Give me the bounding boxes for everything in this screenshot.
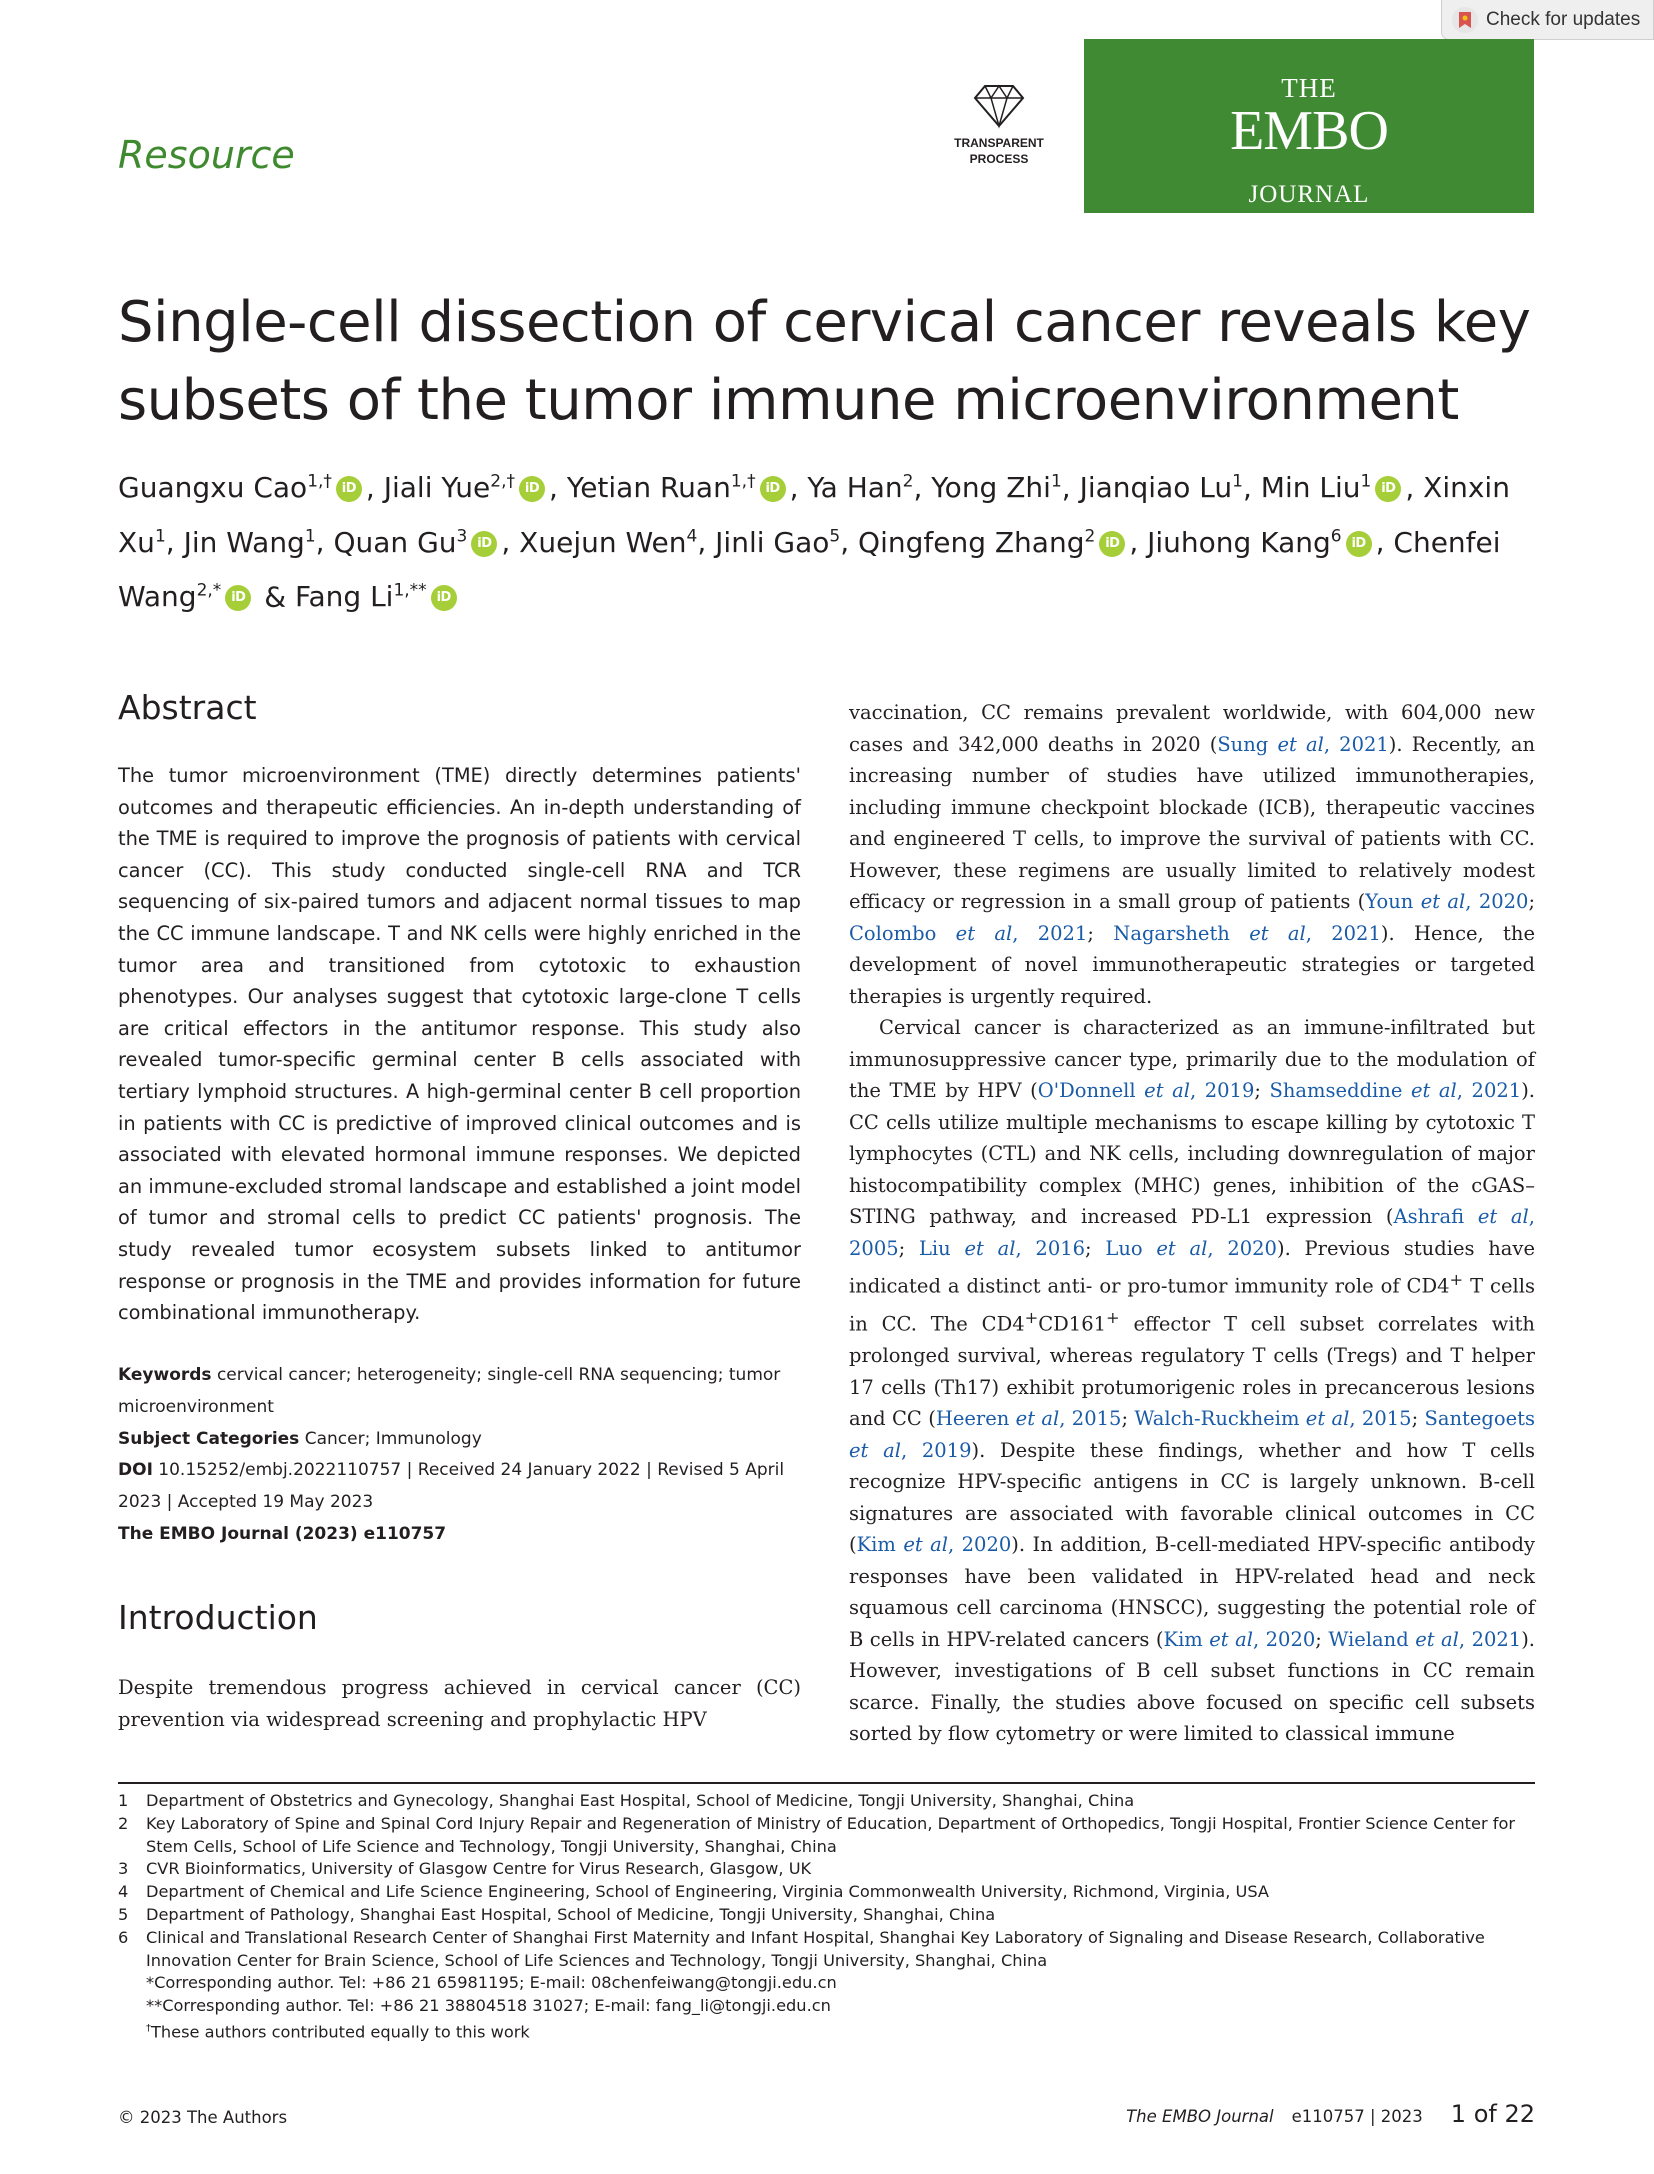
text-run: T cells in CC. The CD4 — [849, 1274, 1535, 1336]
citation-link[interactable]: , 2019 — [900, 1438, 972, 1462]
author — [519, 526, 697, 559]
author-affiliation: 1 — [1232, 472, 1243, 492]
citation-link[interactable]: , 2020 — [948, 1533, 1012, 1556]
text-run: ; — [1085, 1236, 1106, 1260]
citation-link[interactable]: et al — [1209, 1627, 1253, 1651]
dagger-mark: † — [146, 2022, 151, 2034]
text-run: ; — [1121, 1407, 1135, 1430]
logo-line-3: JOURNAL — [1248, 181, 1370, 208]
orcid-icon[interactable]: iD — [336, 476, 362, 502]
author — [384, 471, 549, 504]
subjects-label: Subject Categories — [118, 1428, 300, 1449]
text-run: ). In addition, B-cell-mediated HPV-specific antibody responses have been validated in HPV-related head and neck squamous cell carcinoma (HNSCC), suggesting the potential role of B cells in HPV-related cancers ( — [849, 1533, 1535, 1651]
citation-link[interactable]: , 2020 — [1252, 1627, 1316, 1651]
citation-link[interactable]: et al — [1277, 732, 1324, 756]
author-affiliation: 1 — [304, 526, 316, 547]
logo-rule — [1234, 215, 1384, 217]
transparent-process-badge[interactable] — [944, 82, 1054, 167]
citation-link[interactable]: et al — [1305, 1407, 1350, 1430]
doi-row — [118, 1455, 801, 1519]
orcid-icon[interactable]: iD — [471, 531, 497, 557]
author-name: Chenfei Wang — [118, 525, 1501, 613]
text-run: ; — [898, 1236, 919, 1260]
citation-link[interactable]: Wieland — [1328, 1627, 1416, 1651]
citation-link[interactable]: , 2020 — [1465, 890, 1529, 913]
citation-link[interactable]: et al — [1477, 1205, 1529, 1228]
author-name: Xinxin Xu — [118, 471, 1510, 559]
doi-value[interactable]: 10.15252/embj.2022110757 | Received 24 January 2022 | Revised 5 April 2023 | Accepted 19 May 2023 — [118, 1460, 785, 1513]
citation-link[interactable]: , 2019 — [1189, 1079, 1255, 1102]
citation-link[interactable]: et al — [1249, 921, 1306, 945]
citation-link[interactable]: Liu — [918, 1236, 965, 1260]
section-label: Resource — [118, 133, 295, 177]
citation-link[interactable]: Kim — [1163, 1627, 1210, 1651]
author-affiliation: 1,** — [393, 580, 427, 601]
author-name: Ya Han — [807, 471, 903, 505]
introduction-text: Despite tremendous progress achieved in cervical cancer (CC) prevention via widespread screening and prophylactic HPV — [118, 1676, 801, 1731]
author-affiliation: 1 — [1050, 472, 1062, 492]
affiliation-text: Department of Chemical and Life Science Engineering, School of Engineering, Virginia Commonwealth University, Richmond, Virginia, USA — [146, 1882, 1270, 1902]
footnote-divider — [118, 1782, 1535, 1784]
author — [858, 526, 1129, 559]
orcid-icon[interactable]: iD — [1099, 531, 1125, 557]
affiliation-item — [118, 1881, 1535, 1904]
affiliation-number: 3 — [118, 1859, 129, 1879]
citation-link[interactable]: , 2020 — [1207, 1236, 1277, 1260]
page-footer — [1126, 2100, 1535, 2128]
citation-link[interactable]: et al — [1410, 1079, 1457, 1102]
author — [1261, 471, 1406, 504]
citation-link[interactable]: , 2016 — [1015, 1236, 1086, 1260]
affiliation-item — [118, 1927, 1535, 1973]
orcid-icon[interactable]: iD — [225, 585, 251, 611]
article-meta — [118, 1360, 801, 1551]
citation-link[interactable]: Colombo — [849, 921, 956, 945]
keywords-label: Keywords — [118, 1365, 212, 1385]
text-run: ; — [1254, 1079, 1270, 1102]
citation-link[interactable]: et al — [903, 1533, 949, 1556]
author — [1080, 471, 1243, 504]
orcid-icon[interactable]: iD — [1346, 531, 1372, 557]
equal-contribution-note — [118, 2018, 1535, 2044]
citation-link[interactable]: Sung — [1217, 732, 1278, 756]
journal-logo[interactable] — [1084, 39, 1534, 213]
corresponding-author-1[interactable]: *Corresponding author. Tel: +86 21 65981195; E-mail: 08chenfeiwang@tongji.edu.cn — [146, 1973, 837, 1993]
footer-journal: The EMBO Journal — [1126, 2107, 1274, 2126]
affiliation-item — [118, 1790, 1535, 1813]
author-name: Quan Gu — [333, 525, 457, 559]
author-name: Yong Zhi — [931, 471, 1051, 505]
orcid-icon[interactable]: iD — [760, 476, 786, 502]
citation-link[interactable]: et al — [955, 921, 1013, 945]
text-run: ; — [1315, 1627, 1329, 1651]
author-affiliation: 4 — [686, 526, 698, 547]
author-name: Fang Li — [294, 579, 394, 613]
text-run: ; — [1411, 1407, 1425, 1430]
affiliation-list — [118, 1790, 1535, 1972]
citation-link[interactable]: et al — [1144, 1079, 1190, 1102]
text-run: effector T cell subset correlates with prolonged survival, whereas regulatory T cells (Tregs) and T helper 17 cells (Th17) exhibit protumorigenic roles in precancerous lesions and CC ( — [849, 1312, 1535, 1430]
author — [184, 526, 316, 559]
citation-link[interactable]: et al — [964, 1236, 1016, 1260]
text-run: ). However, investigations of B cell subset functions in CC remain scarce. Finally, the studies above focused on specific cell subsets sorted by flow cytometry or were limited to classical immune — [849, 1627, 1536, 1745]
copyright: © 2023 The Authors — [118, 2108, 288, 2127]
introduction-heading: Introduction — [118, 1598, 318, 1637]
author-affiliation: 1,† — [730, 472, 756, 492]
logo-line-1: THE — [1281, 73, 1337, 103]
keywords-row — [118, 1360, 801, 1424]
citation-link[interactable]: et al — [1415, 1627, 1459, 1651]
paragraph-2 — [849, 1012, 1535, 1750]
affiliation-number: 2 — [118, 1813, 129, 1833]
text-run: CD161 — [1038, 1312, 1107, 1336]
author — [295, 580, 461, 613]
author-affiliation: 2 — [1084, 526, 1096, 547]
affiliation-number: 4 — [118, 1882, 129, 1902]
affiliation-item — [118, 1858, 1535, 1881]
corresponding-author-2[interactable]: **Corresponding author. Tel: +86 21 38804518 31027; E-mail: fang_li@tongji.edu.cn — [146, 1996, 831, 2016]
citation-link[interactable]: Santegoets — [1424, 1407, 1536, 1430]
citation-link[interactable]: Youn — [1365, 890, 1421, 913]
badge-line-2: PROCESS — [969, 152, 1029, 166]
citation-link[interactable]: O'Donnell — [1037, 1079, 1145, 1102]
citation-link[interactable]: , 2015 — [1059, 1407, 1122, 1430]
text-run: + — [1106, 1308, 1120, 1327]
equal-contribution-text: These authors contributed equally to this work — [151, 2022, 530, 2042]
badge-line-1: TRANSPARENT — [954, 136, 1044, 150]
text-run: ). Previous studies have indicated a distinct anti- or pro-tumor immunity role of CD4 — [849, 1236, 1535, 1298]
abstract-heading: Abstract — [118, 688, 257, 727]
author-affiliation: 5 — [829, 526, 841, 547]
author-affiliation: 1 — [154, 526, 166, 547]
affiliation-text: Department of Pathology, Shanghai East Hospital, School of Medicine, Tongji University, Shanghai, China — [146, 1904, 996, 1924]
citation-link[interactable]: , 2005 — [849, 1205, 1535, 1260]
abstract-text: The tumor microenvironment (TME) directly determines patients' outcomes and therapeutic efficiencies. An in-depth understanding of the TME is required to improve the prognosis of patients with cervical cancer (CC). This study conducted single-cell RNA and TCR sequencing of six-paired tumors and adjacent normal tissues to map the CC immune landscape. T and NK cells were highly enriched in the tumor area and transitioned from cytotoxic to exhaustion phenotypes. Our analyses suggest that cytotoxic large-clone T cells are critical effectors in the antitumor response. This study also revealed tumor-specific germinal center B cells associated with tertiary lymphoid structures. A high-germinal center B cell proportion in patients with CC is predictive of improved clinical outcomes and is associated with elevated hormonal immune responses. We depicted an immune-excluded stromal landscape and established a joint model of tumor and stromal cells to predict CC patients' prognosis. The study revealed tumor ecosystem subsets linked to antitumor response or prognosis in the TME and provides information for future combinational immunotherapy. — [118, 764, 801, 1325]
author-name: Xuejun Wen — [519, 525, 687, 559]
affiliation-text: Clinical and Translational Research Center of Shanghai First Maternity and Infant Hospital, Shanghai Key Laboratory of Signaling and Disease Research, Collaborative Innovation Center for Brain Science, School of Life Sciences and Technology, Tongji University, Shanghai, China — [146, 1927, 1485, 1970]
author-name: Jianqiao Lu — [1079, 471, 1233, 505]
author — [807, 471, 913, 504]
citation-link[interactable]: , 2021 — [1305, 921, 1381, 945]
citation: The EMBO Journal (2023) e110757 — [118, 1523, 447, 1544]
check-for-updates-label: Check for updates — [1486, 8, 1641, 30]
paragraph-1 — [849, 697, 1535, 1012]
citation-link[interactable]: Shamseddine — [1269, 1079, 1411, 1102]
doi-label: DOI — [118, 1460, 153, 1481]
text-run: ; — [1528, 890, 1536, 913]
author-name: Guangxu Cao — [118, 471, 308, 505]
text-run: ; — [1087, 921, 1114, 945]
citation-link[interactable]: Luo — [1105, 1236, 1157, 1260]
author-affiliation: 1 — [1360, 472, 1372, 492]
citation-link[interactable]: Nagarsheth — [1113, 921, 1250, 945]
citation-link[interactable]: , 2015 — [1349, 1407, 1412, 1430]
author-affiliation: 2,* — [196, 580, 222, 601]
author-affiliation: 3 — [456, 526, 468, 547]
orcid-icon[interactable]: iD — [431, 585, 457, 611]
affiliation-item — [118, 1904, 1535, 1927]
author-affiliation: 6 — [1330, 526, 1342, 547]
text-run: ). Hence, the development of novel immunotherapeutic strategies or targeted therapies is urgently required. — [849, 921, 1535, 1008]
citation-link[interactable]: et al — [1156, 1236, 1208, 1260]
text-run: Cervical cancer is characterized as an immune-infiltrated but immunosuppressive cancer type, primarily due to the modulation of the TME by HPV ( — [849, 1016, 1535, 1102]
text-run: ). Recently, an increasing number of studies have utilized immunotherapies, including immune checkpoint blockade (ICB), therapeutic vaccines and engineered T cells, to improve the survival of patients with CC. However, these regimens are usually limited to relatively modest efficacy or regression in a small group of patients ( — [849, 732, 1536, 913]
affiliation-number: 5 — [118, 1904, 129, 1924]
keywords-value: cervical cancer; heterogeneity; single-cell RNA sequencing; tumor microenvironment — [118, 1365, 781, 1417]
affiliation-number: 6 — [118, 1927, 129, 1947]
check-for-updates-button[interactable] — [1441, 0, 1654, 40]
citation-link[interactable]: , 2021 — [1458, 1627, 1522, 1651]
citation-link[interactable]: Heeren — [935, 1407, 1016, 1430]
text-run: ). CC cells utilize multiple mechanisms to escape killing by cytotoxic T lymphocytes (CTL) and NK cells, including downregulation of major histocompatibility complex (MHC) genes, inhibition of the cGAS–STING pathway, and increased PD-L1 expression ( — [849, 1079, 1535, 1228]
citation-link[interactable]: Ashrafi — [1393, 1205, 1478, 1228]
author-name: Jiali Yue — [383, 471, 491, 505]
author — [931, 471, 1061, 504]
author-name: Jinli Gao — [715, 525, 830, 559]
article-title: Single-cell dissection of cervical cancer reveals key subsets of the tumor immune microenvironment — [118, 290, 1531, 433]
author — [567, 471, 790, 504]
citation-link[interactable]: et al — [849, 1438, 901, 1462]
author-name: Yetian Ruan — [566, 471, 731, 505]
citation-link[interactable]: , 2021 — [1012, 921, 1088, 945]
text-run: + — [1449, 1270, 1464, 1289]
citation-link[interactable]: et al — [1420, 890, 1466, 913]
subjects-value: Cancer; Immunology — [304, 1428, 482, 1449]
affiliation-text: Key Laboratory of Spine and Spinal Cord Injury Repair and Regeneration of Ministry of Education, Department of Orthopedics, Tongji Hospital, Frontier Science Center for Stem Cells, School of Life Science and Technology, Tongji University, Shanghai, China — [146, 1813, 1516, 1856]
author-name: Jiuhong Kang — [1147, 525, 1331, 559]
author-affiliation: 2 — [902, 472, 914, 492]
affiliation-item — [118, 1813, 1535, 1859]
orcid-icon[interactable]: iD — [1375, 476, 1401, 502]
author-list: Guangxu Cao$^{1,\dagger}$ iD , Jiali Yue$^{2,\dagger}$ iD , Yetian Ruan$^{1,\dagger}$ iD , Ya Han$^2$, Yong Zhi$^1$, Jianqiao Lu$^1$, Min Liu$^1$ iD , Xinxin Xu$^1$, Jin Wang$^1$, Quan Gu$^3$ iD , Xuejun Wen$^4$, Jinli Gao$^5$, Qingfeng Zhang$^2$ iD , Jiuhong Kang$^6$ iD , Chenfei Wang$^{2,*}$ iD & Fang $Li^{1,**}$ iD — [118, 471, 1510, 613]
author — [715, 526, 840, 559]
subjects-row — [118, 1424, 801, 1456]
text-run: ). Despite these findings, whether and how T cells recognize HPV-specific antigens in CC is largely unknown. B-cell signatures are associated with favorable clinical outcomes in CC ( — [849, 1438, 1536, 1556]
author-affiliation: 1,† — [307, 472, 332, 492]
author — [118, 471, 366, 504]
bookmark-icon — [1452, 7, 1478, 33]
author-name: Jin Wang — [183, 525, 305, 559]
orcid-icon[interactable]: iD — [519, 476, 545, 502]
author — [333, 526, 501, 559]
citation-link[interactable]: , 2021 — [1456, 1079, 1522, 1102]
citation-link[interactable]: Kim — [856, 1533, 904, 1556]
author-affiliation: 2,† — [490, 472, 515, 492]
author-name: Min Liu — [1260, 471, 1361, 505]
citation-link[interactable]: Walch-Ruckheim — [1134, 1407, 1306, 1430]
footer-article: e110757 | 2023 — [1291, 2107, 1423, 2126]
affiliation-number: 1 — [118, 1791, 129, 1810]
citation-link[interactable]: et al — [1015, 1407, 1060, 1430]
right-column-text — [849, 697, 1535, 1750]
citation-link[interactable]: , 2021 — [1323, 732, 1389, 756]
author — [1147, 526, 1375, 559]
text-run: + — [1024, 1308, 1039, 1327]
affiliation-text: CVR Bioinformatics, University of Glasgow Centre for Virus Research, Glasgow, UK — [146, 1859, 812, 1879]
page-number: 1 of 22 — [1450, 2100, 1535, 2128]
diamond-icon — [971, 82, 1027, 130]
logo-line-2: EMBO — [1230, 100, 1388, 162]
affiliations — [118, 1790, 1535, 2044]
author-name: Qingfeng Zhang — [858, 525, 1085, 559]
affiliation-text: Department of Obstetrics and Gynecology, Shanghai East Hospital, School of Medicine, Tongji University, Shanghai, China — [146, 1791, 1135, 1810]
text-run: vaccination, CC remains prevalent worldwide, with 604,000 new cases and 342,000 deaths in 2020 ( — [849, 701, 1535, 756]
